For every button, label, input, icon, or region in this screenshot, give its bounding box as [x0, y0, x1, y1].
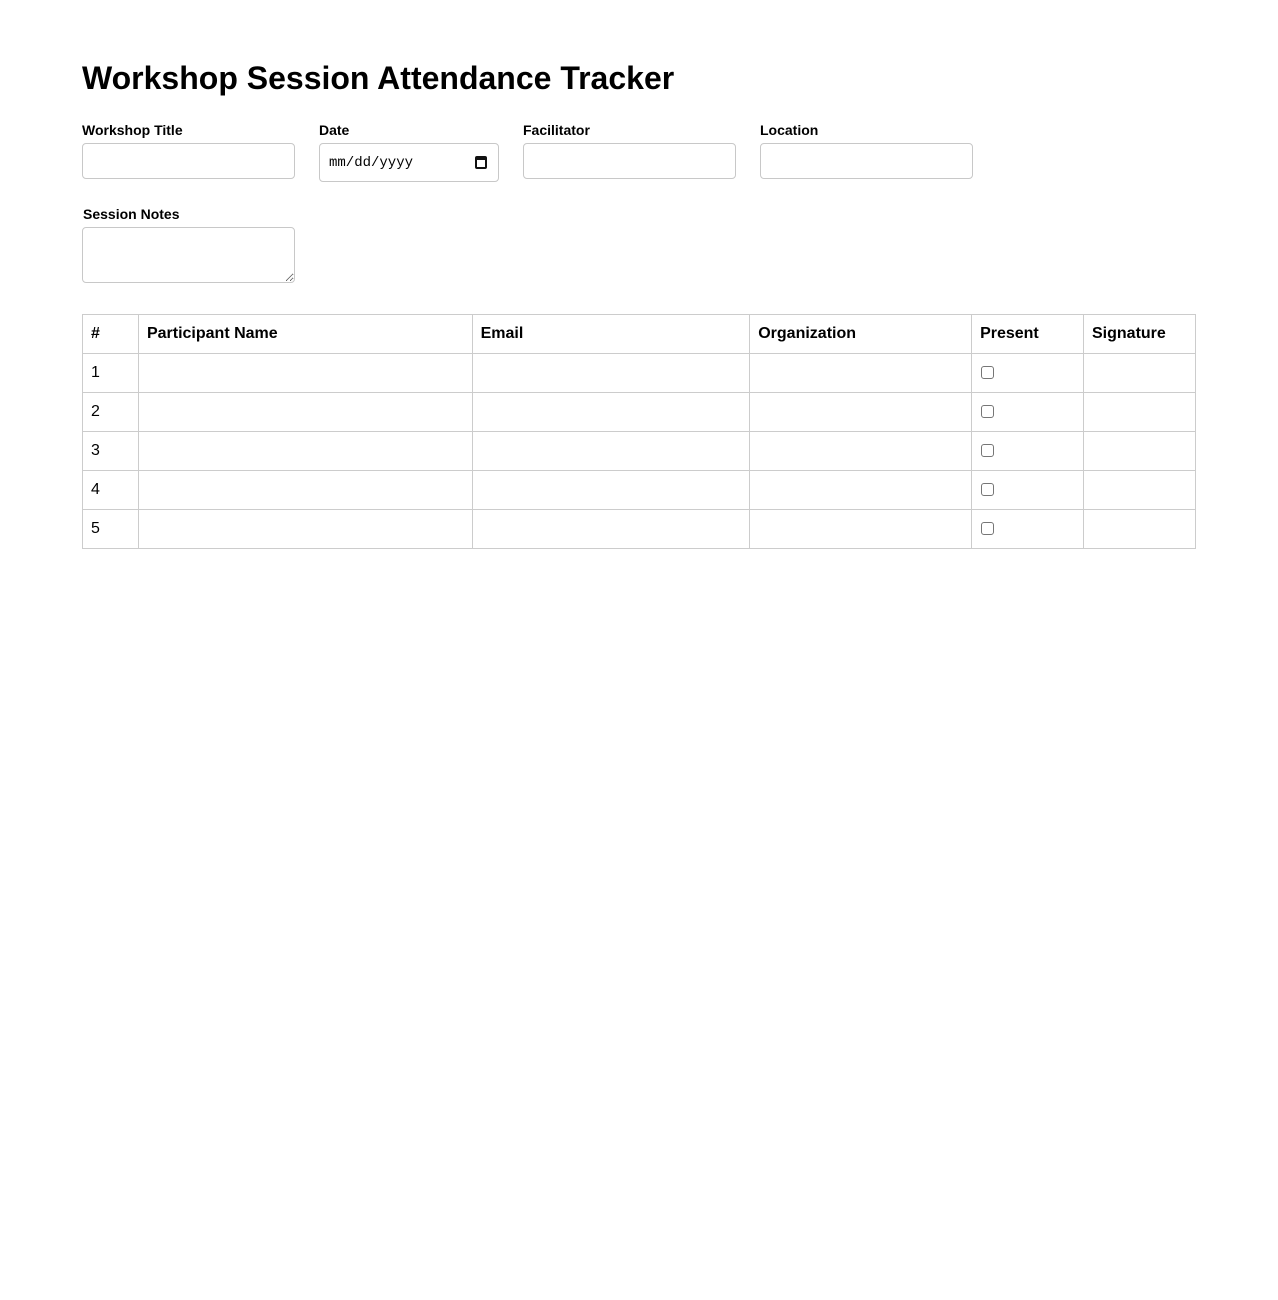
participant-name-cell[interactable]	[138, 510, 472, 549]
present-cell	[972, 510, 1084, 549]
date-field	[319, 122, 499, 182]
present-checkbox[interactable]	[981, 366, 994, 379]
session-notes-textarea[interactable]	[82, 227, 295, 283]
table-row	[83, 432, 1196, 471]
location-field	[760, 122, 973, 179]
participant-name-cell[interactable]	[138, 432, 472, 471]
participant-name-cell[interactable]	[138, 354, 472, 393]
session-notes-field	[82, 206, 295, 288]
column-header-signature: Signature	[1084, 315, 1196, 354]
column-header-present: Present	[972, 315, 1084, 354]
email-cell[interactable]	[472, 393, 750, 432]
present-cell	[972, 393, 1084, 432]
table-row	[83, 393, 1196, 432]
organization-cell[interactable]	[750, 471, 972, 510]
email-cell[interactable]	[472, 354, 750, 393]
present-cell	[972, 471, 1084, 510]
organization-cell[interactable]	[750, 354, 972, 393]
facilitator-label: Facilitator	[523, 122, 590, 138]
table-header-row	[83, 315, 1196, 354]
signature-cell[interactable]	[1084, 432, 1196, 471]
column-header-participant-name: Participant Name	[138, 315, 472, 354]
location-label: Location	[760, 122, 819, 138]
table-row	[83, 354, 1196, 393]
attendance-table	[82, 314, 1196, 549]
calendar-icon[interactable]	[475, 156, 487, 169]
date-label: Date	[319, 122, 350, 138]
participant-name-cell[interactable]	[138, 393, 472, 432]
location-input[interactable]	[760, 143, 973, 179]
signature-cell[interactable]	[1084, 471, 1196, 510]
present-checkbox[interactable]	[981, 522, 994, 535]
present-checkbox[interactable]	[981, 483, 994, 496]
present-cell	[972, 354, 1084, 393]
present-checkbox[interactable]	[981, 444, 994, 457]
email-cell[interactable]	[472, 471, 750, 510]
organization-cell[interactable]	[750, 432, 972, 471]
date-input[interactable]	[319, 143, 499, 182]
date-placeholder: mm/dd/yyyy	[329, 155, 414, 171]
email-cell[interactable]	[472, 432, 750, 471]
email-cell[interactable]	[472, 510, 750, 549]
column-header-organization: Organization	[750, 315, 972, 354]
workshop-title-input[interactable]	[82, 143, 295, 179]
row-number: 2	[83, 393, 139, 432]
organization-cell[interactable]	[750, 393, 972, 432]
table-row	[83, 471, 1196, 510]
row-number: 4	[83, 471, 139, 510]
facilitator-input[interactable]	[523, 143, 736, 179]
present-checkbox[interactable]	[981, 405, 994, 418]
signature-cell[interactable]	[1084, 510, 1196, 549]
row-number: 5	[83, 510, 139, 549]
signature-cell[interactable]	[1084, 354, 1196, 393]
column-header-number: #	[83, 315, 139, 354]
page-title: Workshop Session Attendance Tracker	[82, 60, 675, 96]
organization-cell[interactable]	[750, 510, 972, 549]
participant-name-cell[interactable]	[138, 471, 472, 510]
workshop-title-field	[82, 122, 295, 179]
session-notes-label: Session Notes	[83, 206, 180, 222]
table-row	[83, 510, 1196, 549]
column-header-email: Email	[472, 315, 750, 354]
present-cell	[972, 432, 1084, 471]
row-number: 1	[83, 354, 139, 393]
row-number: 3	[83, 432, 139, 471]
signature-cell[interactable]	[1084, 393, 1196, 432]
workshop-title-label: Workshop Title	[82, 122, 183, 138]
facilitator-field	[523, 122, 736, 179]
